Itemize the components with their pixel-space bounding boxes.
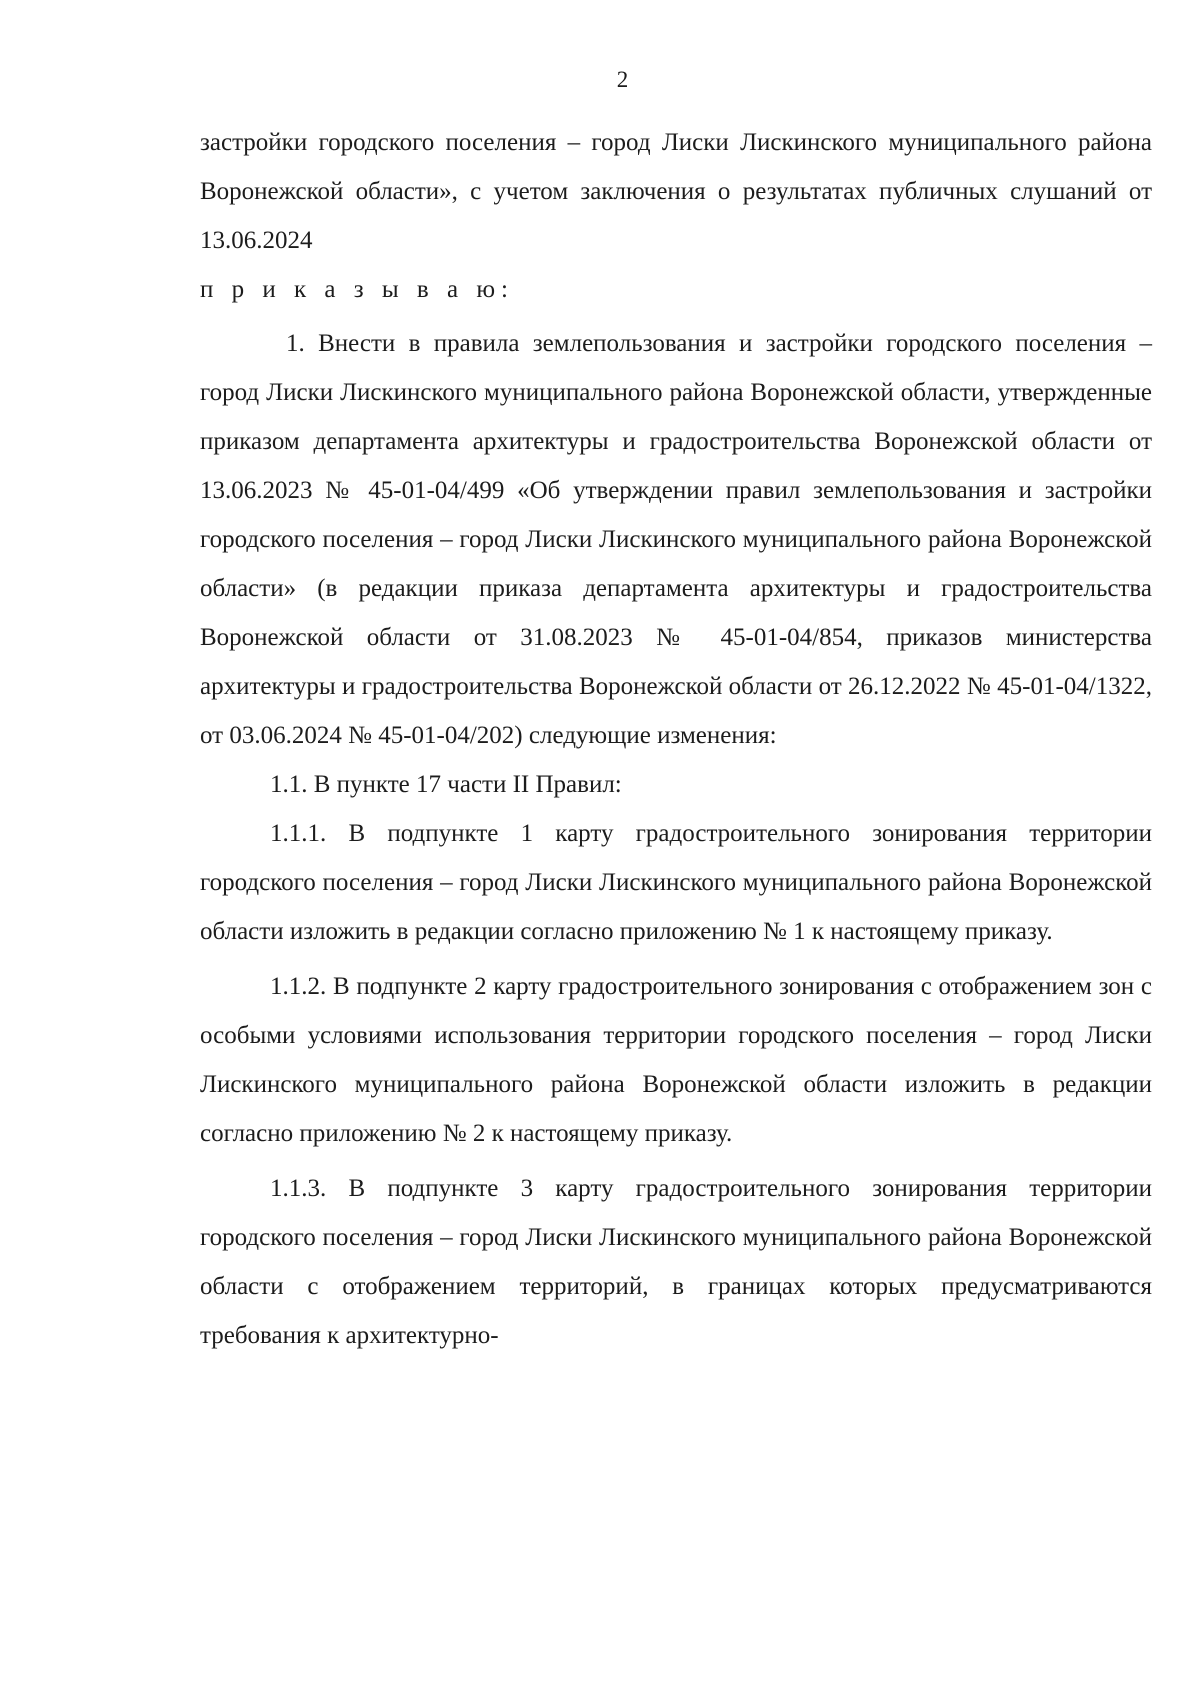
paragraph-order-word: п р и к а з ы в а ю: <box>200 276 514 303</box>
paragraph-item-1-1-3: 1.1.3. В подпункте 3 карту градостроительного зонирования территории городского поселения – город Лиски Лискинского муниципального района Воронежской области с отображением территорий, в границах которых предусматриваются требования к архитектурно- <box>200 1175 1152 1349</box>
paragraph-item-1-1-1: 1.1.1. В подпункте 1 карту градостроительного зонирования территории городского поселения – город Лиски Лискинского муниципального района Воронежской области изложить в редакции согласно приложению № 1 к настоящему приказу. <box>200 820 1152 945</box>
paragraph-preamble-continuation: застройки городского поселения – город Лиски Лискинского муниципального района Воронежской области», с учетом заключения о результатах публичных слушаний от 13.06.2024 <box>200 129 1152 254</box>
paragraph-item-1: 1. Внести в правила землепользования и застройки городского поселения – город Лиски Лискинского муниципального района Воронежской области, утвержденные приказом департамента архитектуры и градостроительства Воронежской области от 13.06.2023 № 45-01-04/499 «Об утверждении правил землепользования и застройки городского поселения – город Лиски Лискинского муниципального района Воронежской области» (в редакции приказа департамента архитектуры и градостроительства Воронежской области от 31.08.2023 № 45-01-04/854, приказов министерства архитектуры и градостроительства Воронежской области от 26.12.2022 № 45-01-04/1322, от 03.06.2024 № 45-01-04/202) следующие изменения: <box>200 330 1152 749</box>
document-body <box>200 118 1152 1360</box>
page-number: 2 <box>616 67 629 92</box>
paragraph-item-1-1-2: 1.1.2. В подпункте 2 карту градостроительного зонирования с отображением зон с особыми условиями использования территории городского поселения – город Лиски Лискинского муниципального района Воронежской области изложить в редакции согласно приложению № 2 к настоящему приказу. <box>200 973 1152 1147</box>
paragraph-item-1-1: 1.1. В пункте 17 части II Правил: <box>270 771 622 798</box>
